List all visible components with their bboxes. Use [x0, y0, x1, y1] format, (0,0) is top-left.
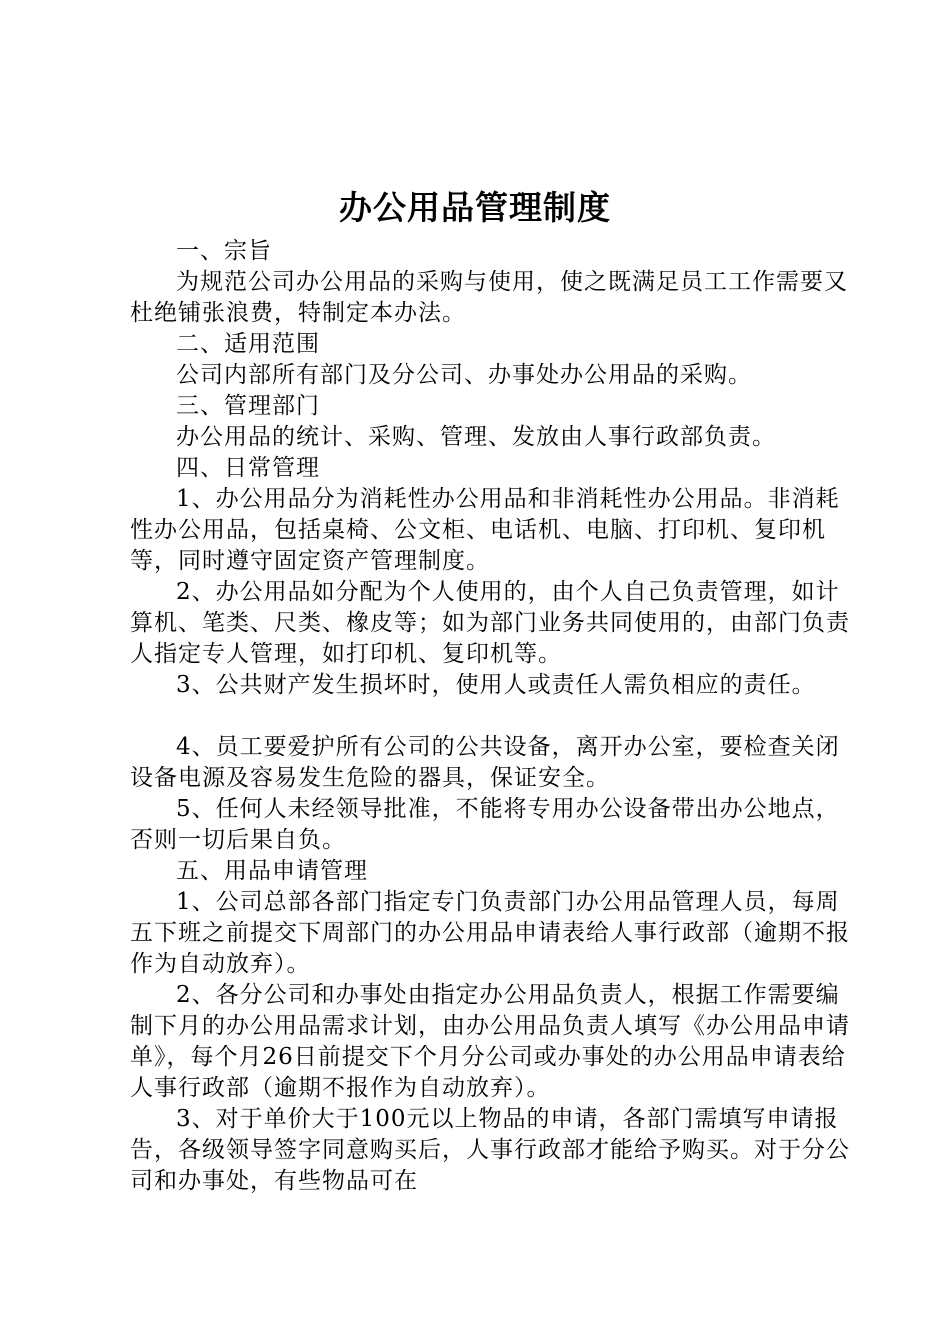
paragraph-daily-5: 5、任何人未经领导批准，不能将专用办公设备带出办公地点，否则一切后果自负。	[130, 796, 840, 853]
section-heading-application: 五、用品申请管理	[176, 858, 368, 884]
paragraph-spacer	[130, 701, 850, 732]
paragraph-application-2: 2、各分公司和办事处由指定办公用品负责人，根据工作需要编制下月的办公用品需求计划，由办公用品负责人填写《办公用品申请单》，每个月26日前提交下个月分公司或办事处的办公用品申请表给人事行政部（逾期不报作为自动放弃）。	[130, 982, 850, 1101]
document-body	[130, 236, 850, 1197]
paragraph-purpose: 为规范公司办公用品的采购与使用，使之既满足员工工作需要又杜绝铺张浪费，特制定本办法。	[130, 269, 848, 326]
paragraph-scope: 公司内部所有部门及分公司、办事处办公用品的采购。	[176, 362, 752, 388]
section-heading-daily-management: 四、日常管理	[176, 455, 320, 481]
paragraph-daily-1: 1、办公用品分为消耗性办公用品和非消耗性办公用品。非消耗性办公用品，包括桌椅、公文柜、电话机、电脑、打印机、复印机等，同时遵守固定资产管理制度。	[130, 486, 840, 574]
section-heading-department: 三、管理部门	[176, 393, 320, 419]
section-heading-purpose: 一、宗旨	[176, 238, 272, 264]
document-title: 办公用品管理制度	[339, 188, 611, 227]
paragraph-application-3: 3、对于单价大于100元以上物品的申请，各部门需填写申请报告，各级领导签字同意购买后，人事行政部才能给予购买。对于分公司和办事处，有些物品可在	[130, 1106, 850, 1194]
paragraph-daily-3: 3、公共财产发生损坏时，使用人或责任人需负相应的责任。	[176, 672, 816, 698]
paragraph-application-1: 1、公司总部各部门指定专门负责部门办公用品管理人员，每周五下班之前提交下周部门的办公用品申请表给人事行政部（逾期不报作为自动放弃）。	[130, 889, 850, 977]
paragraph-daily-4: 4、员工要爱护所有公司的公共设备，离开办公室，要检查关闭设备电源及容易发生危险的器具，保证安全。	[130, 734, 840, 791]
paragraph-department: 办公用品的统计、采购、管理、发放由人事行政部负责。	[176, 424, 776, 450]
paragraph-daily-2: 2、办公用品如分配为个人使用的，由个人自己负责管理，如计算机、笔类、尺类、橡皮等；如为部门业务共同使用的，由部门负责人指定专人管理，如打印机、复印机等。	[130, 579, 850, 667]
section-heading-scope: 二、适用范围	[176, 331, 320, 357]
